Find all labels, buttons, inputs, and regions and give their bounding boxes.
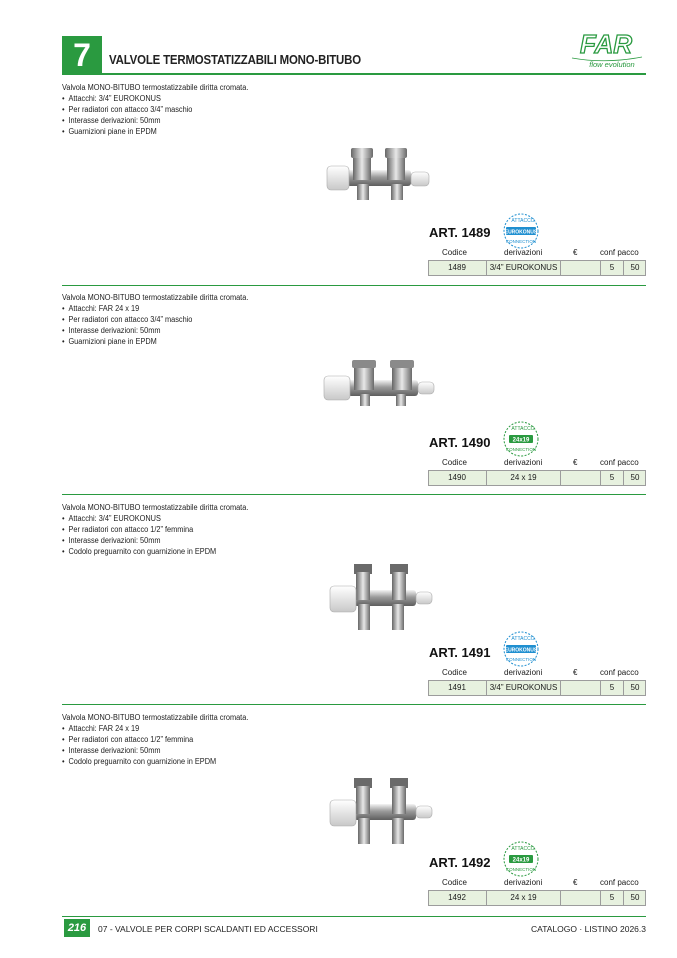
article-number: ART. 1492 — [429, 855, 491, 870]
header-derivazioni: derivazioni — [504, 668, 543, 677]
article-number: ART. 1489 — [429, 225, 491, 240]
product-description — [62, 82, 248, 137]
product-table — [428, 668, 646, 696]
feature-list — [62, 723, 248, 767]
header-euro: € — [573, 878, 578, 887]
footer-section-text: 07 - VALVOLE PER CORPI SCALDANTI ED ACCESSORI — [98, 924, 318, 934]
header-codice: Codice — [442, 458, 467, 467]
valve-product-image — [314, 360, 440, 418]
product-description — [62, 712, 248, 767]
header-codice: Codice — [442, 878, 467, 887]
eurokonus-connection-badge — [502, 212, 540, 250]
svg-text:EUROKONUS: EUROKONUS — [504, 229, 538, 236]
feature-item: • Per radiatori con attacco 3/4” maschio — [62, 314, 248, 325]
cell-derivazioni: 24 x 19 — [486, 891, 561, 905]
feature-list — [62, 303, 248, 347]
cell-derivazioni: 24 x 19 — [486, 471, 561, 485]
svg-text:CONNECTION: CONNECTION — [505, 447, 537, 452]
feature-item: • Guarnizioni piane in EPDM — [62, 336, 248, 347]
article-number: ART. 1491 — [429, 645, 491, 660]
header-euro: € — [573, 668, 578, 677]
valve-product-image — [320, 560, 440, 640]
table-row — [428, 890, 646, 906]
24x19-connection-badge — [502, 840, 540, 878]
svg-text:ATTACCO: ATTACCO — [511, 426, 535, 432]
product-table — [428, 878, 646, 906]
svg-text:24x19: 24x19 — [512, 437, 530, 444]
table-row — [428, 260, 646, 276]
cell-pacco: 50 — [630, 683, 640, 692]
section-divider — [62, 494, 646, 495]
svg-text:CONNECTION: CONNECTION — [505, 867, 537, 872]
feature-item: • Codolo preguarnito con guarnizione in EPDM — [62, 756, 248, 767]
product-description — [62, 292, 248, 347]
article-number: ART. 1490 — [429, 435, 491, 450]
cell-pacco: 50 — [630, 473, 640, 482]
header-euro: € — [573, 458, 578, 467]
cell-pacco: 50 — [630, 893, 640, 902]
table-header — [428, 248, 646, 259]
svg-text:ATTACCO: ATTACCO — [511, 218, 535, 224]
feature-item: • Interasse derivazioni: 50mm — [62, 745, 248, 756]
cell-conf: 5 — [600, 261, 624, 275]
footer-catalog-text: CATALOGO · LISTINO 2026.3 — [531, 924, 646, 934]
header-codice: Codice — [442, 668, 467, 677]
header-conf-pacco: conf pacco — [600, 878, 639, 887]
product-section-1490 — [62, 292, 646, 492]
product-table — [428, 458, 646, 486]
eurokonus-connection-badge — [502, 630, 540, 668]
description-title: Valvola MONO-BITUBO termostatizzabile diritta cromata. — [62, 293, 249, 302]
far-logo — [566, 30, 646, 70]
product-section-1489 — [62, 82, 646, 287]
cell-codice: 1492 — [448, 893, 466, 902]
header-derivazioni: derivazioni — [504, 248, 543, 257]
page-title: VALVOLE TERMOSTATIZZABILI MONO-BITUBO — [109, 52, 361, 67]
feature-list — [62, 513, 248, 557]
svg-text:CONNECTION: CONNECTION — [505, 657, 537, 662]
svg-text:CONNECTION: CONNECTION — [505, 239, 537, 244]
table-header — [428, 878, 646, 889]
product-table — [428, 248, 646, 276]
table-header — [428, 668, 646, 679]
cell-conf: 5 — [600, 681, 624, 695]
cell-pacco: 50 — [630, 263, 640, 272]
product-description — [62, 502, 248, 557]
logo-tagline: flow evolution — [589, 60, 635, 69]
feature-item: • Per radiatori con attacco 1/2” femmina — [62, 734, 248, 745]
header-euro: € — [573, 248, 578, 257]
feature-item: • Per radiatori con attacco 3/4” maschio — [62, 104, 248, 115]
header-derivazioni: derivazioni — [504, 458, 543, 467]
header-conf-pacco: conf pacco — [600, 668, 639, 677]
chapter-number-badge: 7 — [62, 36, 102, 74]
svg-text:ATTACCO: ATTACCO — [511, 846, 535, 852]
feature-item: • Attacchi: FAR 24 x 19 — [62, 723, 248, 734]
cell-conf: 5 — [600, 471, 624, 485]
feature-item: • Interasse derivazioni: 50mm — [62, 535, 248, 546]
feature-item: • Attacchi: 3/4” EUROKONUS — [62, 513, 248, 524]
section-divider — [62, 285, 646, 286]
description-title: Valvola MONO-BITUBO termostatizzabile diritta cromata. — [62, 713, 249, 722]
feature-item: • Interasse derivazioni: 50mm — [62, 325, 248, 336]
table-row — [428, 470, 646, 486]
cell-codice: 1489 — [448, 263, 466, 272]
product-section-1492 — [62, 712, 646, 912]
feature-item: • Codolo preguarnito con guarnizione in EPDM — [62, 546, 248, 557]
header-codice: Codice — [442, 248, 467, 257]
svg-text:24x19: 24x19 — [512, 857, 530, 864]
cell-derivazioni: 3/4” EUROKONUS — [486, 261, 561, 275]
header-divider — [62, 73, 646, 75]
page-number: 216 — [64, 919, 90, 937]
header-conf-pacco: conf pacco — [600, 458, 639, 467]
product-section-1491 — [62, 502, 646, 702]
svg-text:EUROKONUS: EUROKONUS — [504, 647, 538, 654]
logo-wordmark: FAR — [580, 30, 632, 59]
feature-list — [62, 93, 248, 137]
header-conf-pacco: conf pacco — [600, 248, 639, 257]
table-header — [428, 458, 646, 469]
svg-text:ATTACCO: ATTACCO — [511, 636, 535, 642]
cell-conf: 5 — [600, 891, 624, 905]
feature-item: • Attacchi: 3/4” EUROKONUS — [62, 93, 248, 104]
cell-derivazioni: 3/4” EUROKONUS — [486, 681, 561, 695]
footer-divider — [62, 916, 646, 917]
description-title: Valvola MONO-BITUBO termostatizzabile diritta cromata. — [62, 503, 249, 512]
cell-codice: 1491 — [448, 683, 466, 692]
feature-item: • Per radiatori con attacco 1/2” femmina — [62, 524, 248, 535]
valve-product-image — [320, 774, 440, 854]
feature-item: • Attacchi: FAR 24 x 19 — [62, 303, 248, 314]
description-title: Valvola MONO-BITUBO termostatizzabile diritta cromata. — [62, 83, 249, 92]
feature-item: • Guarnizioni piane in EPDM — [62, 126, 248, 137]
feature-item: • Interasse derivazioni: 50mm — [62, 115, 248, 126]
valve-product-image — [317, 146, 437, 212]
24x19-connection-badge — [502, 420, 540, 458]
section-divider — [62, 704, 646, 705]
header-derivazioni: derivazioni — [504, 878, 543, 887]
table-row — [428, 680, 646, 696]
cell-codice: 1490 — [448, 473, 466, 482]
